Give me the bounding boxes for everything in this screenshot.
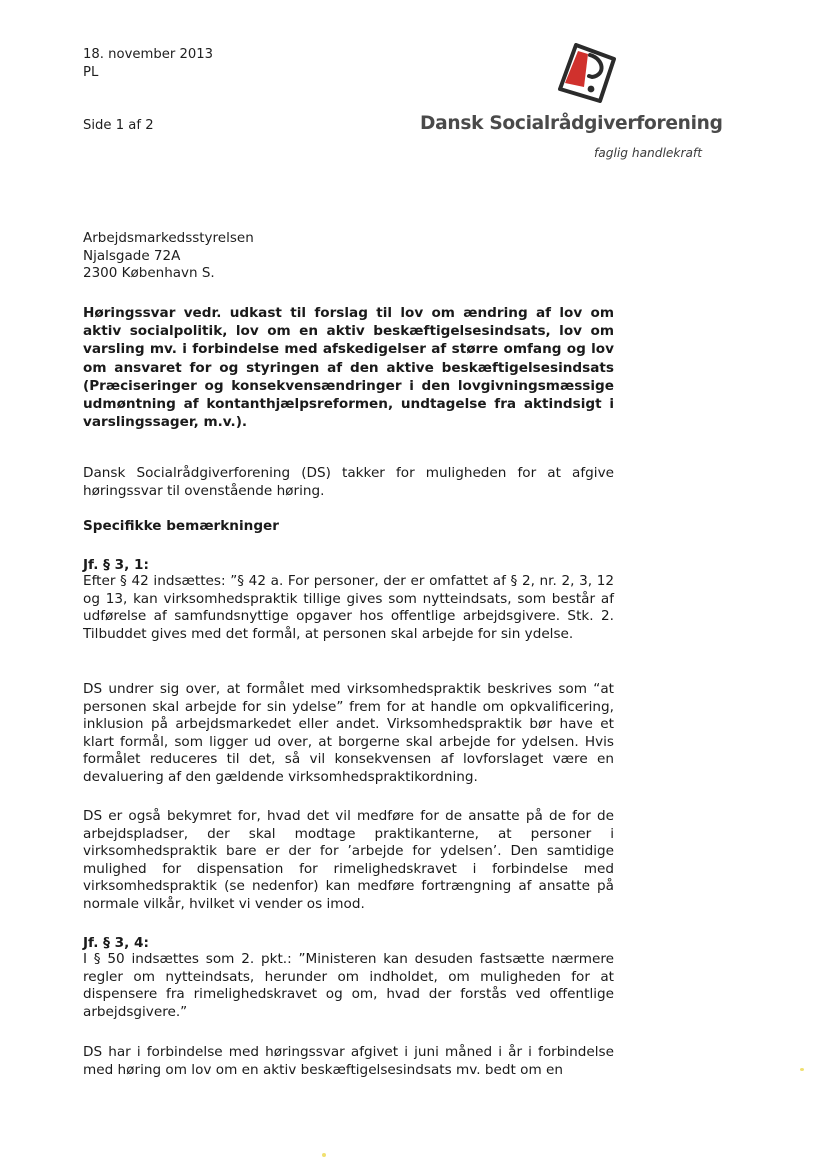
scan-speck: [322, 1153, 326, 1157]
section-heading: Specifikke bemærkninger: [83, 518, 279, 534]
ds-logo-icon: [554, 43, 616, 103]
recipient-city: 2300 København S.: [83, 265, 215, 281]
letter-date: 18. november 2013: [83, 47, 214, 62]
paragraph-3-4-request: DS har i forbindelse med høringssvar afgivet i juni måned i år i forbindelse med høring om lov om en aktiv beskæftigelsesindsats mv. bedt om en: [83, 1044, 614, 1078]
section-heading-3-4: Jf. § 3, 4:: [83, 935, 149, 951]
recipient-street: Njalsgade 72A: [83, 247, 181, 264]
recipient-address: [83, 230, 254, 283]
org-tagline: faglig handlekraft: [593, 146, 702, 160]
paragraph-3-1-quote: Efter § 42 indsættes: ”§ 42 a. For personer, der er omfattet af § 2, nr. 2, 3, 12 og 13, kan virksomhedspraktik tillige gives som nytteindsats, som består af udførelse af samfundsnyttige opgaver hos offentlige arbejdsgivere. Stk. 2. Tilbuddet gives med det formål, at personen skal arbejde for sin ydelse.: [83, 573, 614, 642]
scan-speck: [800, 1068, 804, 1071]
paragraph-3-4-quote: I § 50 indsættes som 2. pkt.: ”Ministeren kan desuden fastsætte nærmere regler om nytteindsats, herunder om indholdet, om muligheden for at dispensere fra rimelighedskravet og om, hvad der forstås ved offentlige arbejdsgivere.”: [83, 951, 614, 1020]
recipient-name: Arbejdsmarkedsstyrelsen: [83, 230, 254, 246]
intro-paragraph: Dansk Socialrådgiverforening (DS) takker for muligheden for at afgive høringssvar til ovenstående høring.: [83, 465, 614, 499]
paragraph-3-1-concern: DS undrer sig over, at formålet med virksomhedspraktik beskrives som “at personen skal arbejde for sin ydelse” frem for at handle om opkvalificering, inklusion på arbejdsmarkedet eller andet. Virksomhedspraktik bør have et klart formål, som ligger ud over, at borgerne skal arbejde for ydelsen. Hvis formålet reduceres til det, så vil konsekvensen af lovforslaget være en devaluering af den gældende virksomhedspraktikordning.: [83, 681, 614, 785]
author-initials: PL: [83, 65, 99, 80]
page-indicator: Side 1 af 2: [83, 118, 154, 133]
paragraph-3-1-worry: DS er også bekymret for, hvad det vil medføre for de ansatte på de for de arbejdspladser, der skal modtage praktikanterne, at personer i virksomhedspraktik bare er der for ’arbejde for ydelsen’. Den samtidige mulighed for dispensation for rimelighedskravet i forbindelse med virksomhedspraktik (se nedenfor) kan medføre fortrængning af ansatte på normale vilkår, hvilket vi vender os imod.: [83, 808, 614, 912]
letter-subject: Høringssvar vedr. udkast til forslag til lov om ændring af lov om aktiv socialpolitik, lov om en aktiv beskæftigelsesindsats, lov om varsling mv. i forbindelse med afskedigelser af større omfang og lov om ansvaret for og styringen af den aktive beskæftigelsesindsats (Præciseringer og konsekvensændringer i den lovgivningsmæssige udmøntning af kontanthjælpsreformen, undtagelse fra aktindsigt i varslingssager, m.v.).: [83, 305, 614, 431]
section-heading-3-1: Jf. § 3, 1:: [83, 557, 149, 573]
org-name: Dansk Socialrådgiverforening: [420, 113, 723, 134]
